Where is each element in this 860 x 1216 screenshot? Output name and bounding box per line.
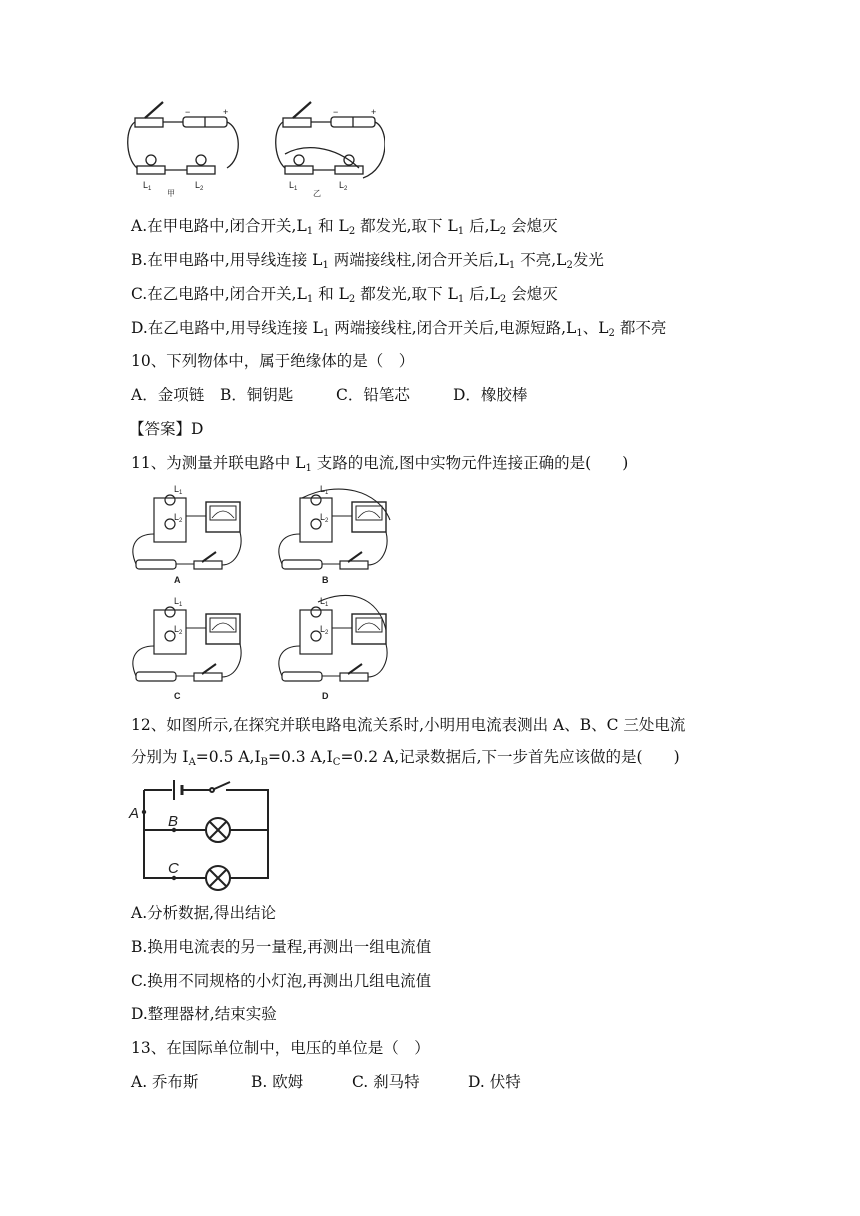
switch-lever (293, 102, 311, 118)
q11-label-b: B (322, 575, 329, 585)
label-l2-yi: $L_2$ (339, 180, 348, 192)
label-l1: $L_1$ (143, 180, 152, 192)
q11-a-l2: $L_2$ (174, 512, 183, 524)
q12-option-d: D.整理器材,结束实验 (131, 1005, 277, 1023)
q10-option-d: D．橡胶棒 (453, 386, 528, 404)
q11-b-l1: $L_1$ (320, 484, 329, 496)
bulb-l1 (146, 155, 156, 165)
q13-options (131, 1071, 521, 1093)
q10-stem: 10、下列物体中，属于绝缘体的是（ ） (131, 352, 415, 370)
q11-panel-a (133, 495, 241, 569)
q10-option-c: C．铅笔芯 (336, 386, 410, 404)
label-l1-yi: $L_1$ (289, 180, 298, 192)
q9-option-c: C.在乙电路中,闭合开关$,L_1$ 和 $L_2$ 都发光,取下 $L_1$ 后$,L_2$ 会熄灭 (131, 285, 558, 305)
label-yi: 乙 (313, 189, 321, 198)
label-jia: 甲 (167, 189, 175, 198)
q12-circuit-diagram (126, 774, 276, 892)
point-b-label: B (168, 813, 179, 830)
q12-option-a: A.分析数据,得出结论 (131, 904, 277, 922)
bulb-base-l1 (285, 166, 313, 174)
q11-label-c: C (174, 691, 181, 701)
q11-a-l1: $L_1$ (174, 484, 183, 496)
bulb-l1 (294, 155, 304, 165)
q12-stem-line2: 分别为 $I_A=0.5$ $A,I_B=0.3$ $A,I_C=0.2$ A,记录数据后,下一步首先应该做的是( ) (131, 748, 680, 768)
q9-option-a: A.在甲电路中,闭合开关$,L_1$ 和 $L_2$ 都发光,取下 $L_1$ 后$,L_2$ 会熄灭 (131, 217, 558, 237)
q10-option-a: A．金项链 (131, 386, 205, 404)
q11-d-l1: $L_1$ (320, 596, 329, 608)
battery-minus: − (185, 107, 191, 117)
q11-circuit-figure (128, 480, 398, 704)
q9-circuit-figure (125, 98, 385, 198)
switch-base (135, 118, 163, 127)
switch-base (283, 118, 311, 127)
q13-option-d: D. 伏特 (468, 1073, 521, 1091)
label-l2: $L_2$ (195, 180, 204, 192)
q9-option-b: B.在甲电路中,用导线连接 $L_1$ 两端接线柱,闭合开关后$,L_1$ 不亮$,L_2$发光 (131, 251, 604, 271)
battery-plus: + (223, 107, 229, 117)
q12-option-b: B.换用电流表的另一量程,再测出一组电流值 (131, 938, 432, 956)
switch-pivot (210, 788, 214, 792)
point-c-label: C (168, 860, 179, 877)
q11-panel-b (279, 489, 390, 569)
circuit-jia (128, 102, 239, 174)
q12-option-c: C.换用不同规格的小灯泡,再测出几组电流值 (131, 972, 432, 990)
q12-stem-line1: 12、如图所示,在探究并联电路电流关系时,小明用电流表测出 A、B、C 三处电流 (131, 716, 686, 734)
point-a-label: A (129, 805, 140, 822)
q13-option-a: A. 乔布斯 (131, 1073, 199, 1091)
q11-label-a: A (174, 575, 181, 585)
q11-c-l1: $L_1$ (174, 596, 183, 608)
switch-lever (145, 102, 163, 118)
q11-d-l2: $L_2$ (320, 624, 329, 636)
q11-c-l2: $L_2$ (174, 624, 183, 636)
q13-option-c: C. 刹马特 (352, 1073, 420, 1091)
battery-minus-2: − (333, 107, 339, 117)
point-a-dot (142, 810, 146, 814)
q10-option-b: B．铜钥匙 (220, 386, 294, 404)
q10-answer: 【答案】D (129, 420, 204, 438)
q10-options (131, 384, 527, 406)
circuit-yi (276, 102, 385, 178)
q9-option-d: D.在乙电路中,用导线连接 $L_1$ 两端接线柱,闭合开关后,电源短路$,L_1$、$L_2$ 都不亮 (131, 319, 667, 339)
q11-label-d: D (322, 691, 329, 701)
bulb-base-l1 (137, 166, 165, 174)
bulb-base-l2 (187, 166, 215, 174)
bulb-l2 (196, 155, 206, 165)
q11-panel-d (279, 595, 387, 681)
q13-stem: 13、在国际单位制中，电压的单位是（ ） (131, 1039, 430, 1057)
q11-b-l2: $L_2$ (320, 512, 329, 524)
battery-plus-2: + (371, 107, 377, 117)
q11-panel-c (133, 607, 241, 681)
q13-option-b: B. 欧姆 (251, 1073, 304, 1091)
q11-stem: 11、为测量并联电路中 $L_1$ 支路的电流,图中实物元件连接正确的是( ) (131, 454, 629, 474)
